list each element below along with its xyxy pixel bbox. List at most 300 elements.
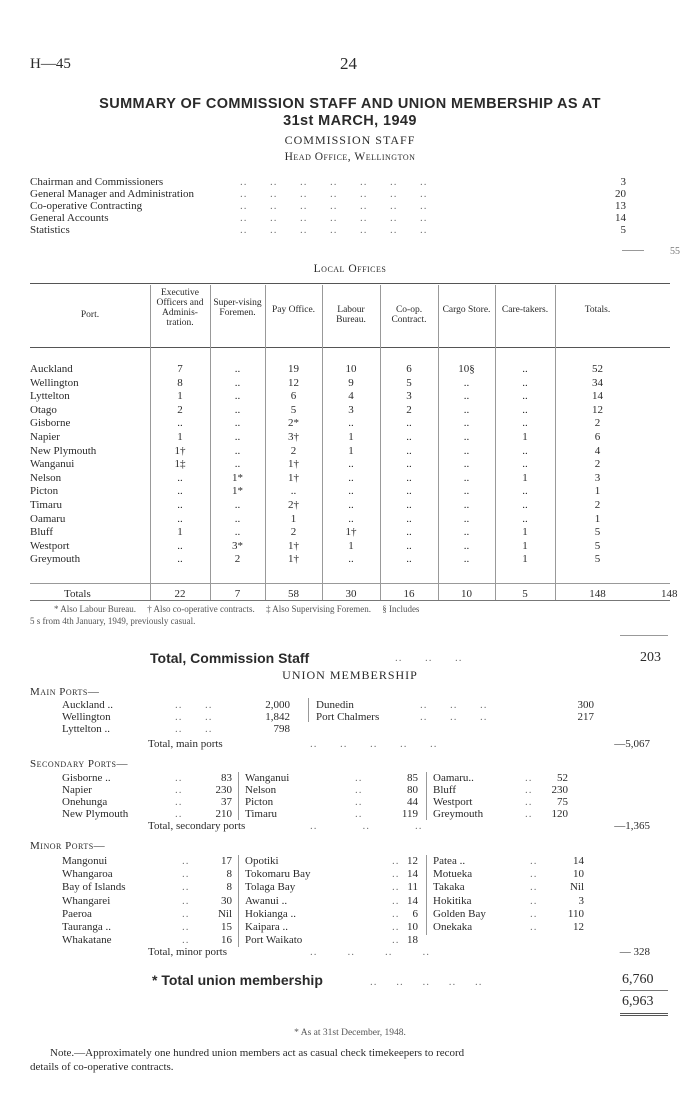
table-row <box>30 485 670 497</box>
dot-leader: .. <box>530 921 538 933</box>
column-rule <box>426 855 427 935</box>
port-name: Westport <box>433 796 473 808</box>
table-row <box>30 458 670 470</box>
head-office-row <box>30 188 670 200</box>
table-row <box>30 553 670 565</box>
secondary-ports-total-label: Total, secondary ports <box>148 820 246 832</box>
minor-ports-label: Minor Ports— <box>30 840 106 852</box>
table-cell: .. <box>463 471 470 484</box>
port-members: 14 <box>407 894 418 907</box>
table-cell: 1 <box>290 512 297 525</box>
table-cell: 12 <box>288 376 299 389</box>
final-sum-rule <box>620 990 668 991</box>
table-cell: .. <box>348 499 354 511</box>
table-cell: 14 <box>592 390 603 403</box>
dot-leader: .. <box>182 907 190 920</box>
port-members: 10 <box>407 921 418 933</box>
secondary-ports-total-value: —1,365 <box>614 820 650 832</box>
port-members: Nil <box>217 907 232 920</box>
dot-leader: .. .. .. .. .. .. .. <box>240 200 428 212</box>
port-name: Tolaga Bay <box>245 881 296 894</box>
port-name: Paeroa <box>62 907 92 920</box>
port-name: Greymouth <box>30 553 81 566</box>
dot-leader: .. <box>175 808 183 820</box>
port-members: 85 <box>407 772 418 784</box>
port-name: Patea .. <box>433 855 466 867</box>
port-name: Whangarei <box>62 894 111 907</box>
table-cell: 7 <box>177 363 183 375</box>
table-cell: 3 <box>348 403 354 416</box>
table-cell: 3† <box>288 431 299 443</box>
table-cell: 1 <box>522 553 528 566</box>
column-header: Labour Bureau. <box>336 305 366 325</box>
table-cell: 1† <box>174 444 186 457</box>
dot-leader: .. <box>525 796 533 808</box>
table-cell: 1 <box>594 512 601 525</box>
port-name: Wellington <box>62 711 111 723</box>
port-name: Napier <box>30 431 60 443</box>
table-cell: .. <box>406 499 412 511</box>
table-cell: .. <box>522 390 528 403</box>
port-members: 83 <box>221 772 232 784</box>
table-cell: 6 <box>290 390 297 403</box>
table-row <box>30 513 670 525</box>
dot-leader: .. .. .. .. .. .. .. <box>240 212 428 224</box>
table-cell: 5 <box>290 403 297 416</box>
port-members: 15 <box>221 921 232 933</box>
dot-leader: .. <box>525 808 533 820</box>
dot-leader: .. <box>530 868 538 881</box>
dot-leader: .. .. .. .. .. .. .. <box>240 224 428 236</box>
table-cell: .. <box>406 417 412 430</box>
dot-leader: .. <box>355 796 363 808</box>
port-name: Hokianga .. <box>245 907 297 920</box>
main-ports-total-label: Total, main ports <box>148 738 223 750</box>
table-cell: 52 <box>592 363 603 375</box>
table-cell: .. <box>522 363 528 375</box>
port-name: Awanui .. <box>245 894 288 907</box>
port-name: Gisborne <box>30 417 71 430</box>
dot-leader: .. <box>392 855 400 867</box>
final-double-rule <box>620 1013 668 1016</box>
port-members: 12 <box>407 855 418 867</box>
column-header: Super-vising Foremen. <box>213 298 262 318</box>
port-name: New Plymouth <box>62 808 129 820</box>
dot-leader: .. <box>530 907 538 920</box>
port-members: 12 <box>573 921 584 933</box>
table-cell: 2* <box>288 417 299 430</box>
dot-leader: .. .. .. .. .. <box>370 976 483 988</box>
dot-leader: .. .. <box>175 699 213 711</box>
table-cell: .. <box>463 526 470 539</box>
dot-leader: .. .. .. <box>420 699 488 711</box>
table-cell: 2 <box>234 553 241 566</box>
port-members: 3 <box>578 894 584 907</box>
dot-leader: .. <box>530 881 538 894</box>
table-cell: .. <box>463 390 470 403</box>
port-members: 16 <box>221 934 232 947</box>
table-cell: .. <box>406 512 412 525</box>
dot-leader: .. <box>175 772 183 784</box>
note-line-1: Note.—Approximately one hundred union members act as casual check timekeepers to record <box>50 1047 465 1059</box>
total-commission-staff-value: 203 <box>640 650 661 665</box>
port-members: 44 <box>407 796 418 808</box>
table-footnote-2: 5 s from 4th January, 1949, previously casual. <box>30 616 196 626</box>
port-members: 52 <box>557 772 568 784</box>
table-cell: .. <box>348 458 354 471</box>
port-name: Tauranga .. <box>62 921 112 933</box>
port-members: 8 <box>226 868 232 881</box>
port-name: Bay of Islands <box>62 881 126 894</box>
dot-leader: .. <box>525 784 533 796</box>
port-members: 1,842 <box>265 711 290 723</box>
dot-leader: .. .. .. <box>420 711 488 723</box>
totals-cell: 16 <box>403 588 415 600</box>
table-cell: .. <box>522 417 528 430</box>
table-cell: 1 <box>177 390 183 403</box>
table-row <box>30 472 670 484</box>
dot-leader: .. .. <box>175 711 213 723</box>
column-header: Cargo Store. <box>442 305 491 315</box>
table-row <box>30 526 670 538</box>
row-label: General Accounts <box>30 212 109 224</box>
port-members: 17 <box>221 855 232 867</box>
port-name: Oamaru <box>30 512 66 525</box>
minor-ports-total-label: Total, minor ports <box>148 946 227 958</box>
total-union-membership-label: * Total union membership <box>152 972 323 988</box>
table-cell: .. <box>348 553 354 566</box>
port-members: 14 <box>573 855 584 867</box>
table-cell: 2 <box>406 403 412 416</box>
port-members: 217 <box>577 711 594 723</box>
table-cell: 1 <box>177 431 183 443</box>
port-members: 18 <box>407 934 418 947</box>
table-cell: 1 <box>348 444 354 457</box>
table-cell: .. <box>406 526 412 539</box>
head-office-row <box>30 224 670 236</box>
dot-leader: .. <box>175 796 183 808</box>
port-name: Timaru <box>30 499 62 511</box>
column-header: Co-op. Contract. <box>391 305 427 325</box>
table-cell: 5 <box>594 539 601 552</box>
as-at-footnote: * As at 31st December, 1948. <box>294 1028 406 1038</box>
column-header: Executive Officers and Adminis-tration. <box>156 288 204 328</box>
table-cell: 1 <box>594 485 601 498</box>
minor-ports-total-value: — 328 <box>619 946 650 958</box>
port-members: Nil <box>569 881 584 894</box>
table-cell: .. <box>177 499 183 511</box>
table-footnote-1: * Also Labour Bureau. † Also co-operative contracts. ‡ Also Supervising Foremen. § Includes <box>54 604 420 614</box>
table-cell: .. <box>348 417 354 430</box>
dot-leader: .. .. .. .. .. <box>310 738 438 750</box>
port-name: Onehunga <box>62 796 108 808</box>
table-cell: .. <box>234 376 241 389</box>
row-value: 5 <box>620 224 626 236</box>
table-cell: 1 <box>348 539 354 552</box>
totals-label: Totals <box>64 588 91 600</box>
port-members: 75 <box>557 796 568 808</box>
port-name: Tokomaru Bay <box>245 868 311 881</box>
dot-leader: .. .. .. .. <box>310 946 430 958</box>
table-cell: 19 <box>288 363 299 375</box>
column-rule <box>238 772 239 820</box>
table-bottom-rule <box>30 600 670 601</box>
head-office-row <box>30 200 670 212</box>
staff-sum-rule <box>620 635 668 636</box>
table-cell: 1† <box>288 539 299 552</box>
port-name: Dunedin <box>316 699 354 711</box>
column-header: Totals. <box>584 305 611 315</box>
commission-staff-heading: COMMISSION STAFF <box>284 133 416 147</box>
port-members: 110 <box>567 907 584 920</box>
local-offices-heading: Local Offices <box>313 263 387 275</box>
table-cell: .. <box>463 403 470 416</box>
table-cell: 1† <box>288 471 299 484</box>
port-name: Napier <box>62 784 92 796</box>
title-line-1: SUMMARY OF COMMISSION STAFF AND UNION MEMBERSHIP AS AT <box>99 96 601 112</box>
table-cell: 1* <box>232 471 243 484</box>
table-row <box>30 404 670 416</box>
sum-rule <box>622 250 644 251</box>
note-line-2: details of co-operative contracts. <box>30 1061 174 1073</box>
row-value: 3 <box>620 176 626 188</box>
port-name: Nelson <box>245 784 277 796</box>
dot-leader: .. <box>392 894 400 907</box>
table-cell: .. <box>463 376 470 389</box>
table-cell: .. <box>348 485 354 498</box>
port-members: 798 <box>273 723 290 735</box>
table-cell: 1† <box>288 553 299 566</box>
table-cell: .. <box>522 499 528 511</box>
table-cell: 1 <box>177 526 183 539</box>
port-name: Oamaru.. <box>433 772 474 784</box>
totals-cell: 7 <box>234 588 241 600</box>
table-cell: 10§ <box>458 363 475 375</box>
table-cell: .. <box>177 471 183 484</box>
table-cell: .. <box>234 390 241 403</box>
port-name: Golden Bay <box>433 907 486 920</box>
port-members: 300 <box>577 699 594 711</box>
row-label: General Manager and Administration <box>30 188 195 200</box>
port-members: 37 <box>221 796 232 808</box>
secondary-ports-label: Secondary Ports— <box>30 758 128 770</box>
port-name: New Plymouth <box>30 444 97 457</box>
column-header: Port. <box>80 310 100 320</box>
port-name: Auckland .. <box>62 699 114 711</box>
table-cell: 1 <box>522 471 528 484</box>
table-header-rule <box>30 347 670 348</box>
table-cell: 4 <box>594 444 601 457</box>
row-label: Statistics <box>30 224 70 236</box>
head-office-row <box>30 212 670 224</box>
table-cell: .. <box>406 485 412 498</box>
table-row <box>30 377 670 389</box>
table-cell: 10 <box>345 363 357 375</box>
head-office-row <box>30 176 670 188</box>
totals-cell: 22 <box>174 588 186 600</box>
dot-leader: .. <box>182 868 190 881</box>
table-cell: .. <box>522 376 528 389</box>
column-rule <box>308 698 309 722</box>
table-cell: .. <box>234 512 241 525</box>
dot-leader: .. <box>392 921 400 933</box>
table-cell: 1 <box>522 431 528 443</box>
table-cell: .. <box>177 417 183 430</box>
table-cell: 3* <box>232 539 243 552</box>
port-members: 2,000 <box>265 699 290 711</box>
dot-leader: .. <box>530 855 538 867</box>
table-cell: .. <box>177 512 183 525</box>
port-name: Auckland <box>30 363 73 375</box>
table-cell: .. <box>463 485 470 498</box>
table-top-rule <box>30 283 670 284</box>
table-cell: .. <box>234 499 241 511</box>
table-cell: 3 <box>594 471 601 484</box>
totals-cell: 148 <box>589 588 606 600</box>
side-total: 148 <box>661 588 678 600</box>
port-members: 119 <box>401 808 418 820</box>
dot-leader: .. .. .. <box>395 652 463 664</box>
table-cell: .. <box>406 539 412 552</box>
table-totals-rule <box>30 583 670 584</box>
port-members: 14 <box>407 868 418 881</box>
table-cell: .. <box>463 431 470 443</box>
table-cell: .. <box>463 444 470 457</box>
column-rule <box>238 855 239 947</box>
table-cell: .. <box>406 431 412 443</box>
port-name: Opotiki <box>245 855 279 867</box>
port-name: Timaru <box>245 808 277 820</box>
dot-leader: .. .. .. .. .. .. .. <box>240 188 428 200</box>
dot-leader: .. <box>175 784 183 796</box>
row-label: Co-operative Contracting <box>30 200 143 212</box>
table-cell: 4 <box>348 390 354 403</box>
port-name: Onekaka <box>433 921 473 933</box>
table-cell: .. <box>522 485 528 498</box>
row-value: 13 <box>615 200 626 212</box>
port-name: Lyttelton <box>30 390 70 403</box>
dot-leader: .. .. .. .. .. .. .. <box>240 176 428 188</box>
table-row <box>30 445 670 457</box>
table-cell: .. <box>234 526 241 539</box>
port-name: Hokitika <box>433 894 472 907</box>
table-cell: .. <box>348 512 354 525</box>
table-cell: .. <box>463 539 470 552</box>
table-row <box>30 540 670 552</box>
table-cell: 34 <box>592 376 603 389</box>
port-members: 80 <box>407 784 418 796</box>
table-row <box>30 390 670 402</box>
table-cell: 1† <box>288 458 299 471</box>
dot-leader: .. <box>355 808 363 820</box>
main-ports-label: Main Ports— <box>30 686 100 698</box>
table-cell: 2 <box>290 444 297 457</box>
dot-leader: .. <box>355 772 363 784</box>
table-cell: 2 <box>594 417 601 430</box>
table-cell: 1‡ <box>174 458 186 471</box>
row-label: Chairman and Commissioners <box>30 176 164 188</box>
table-cell: .. <box>406 444 412 457</box>
port-members: 230 <box>215 784 232 796</box>
port-name: Lyttelton .. <box>62 723 110 735</box>
dot-leader: .. <box>182 881 190 894</box>
table-cell: .. <box>406 458 412 471</box>
table-cell: .. <box>234 444 241 457</box>
table-cell: 6 <box>406 363 412 375</box>
table-cell: .. <box>522 512 528 525</box>
table-cell: .. <box>234 458 241 471</box>
table-cell: 2 <box>594 499 601 511</box>
table-cell: 2† <box>288 499 299 511</box>
port-name: Bluff <box>433 784 457 796</box>
union-membership-heading: UNION MEMBERSHIP <box>282 668 418 682</box>
table-cell: 1 <box>522 526 528 539</box>
dot-leader: .. <box>355 784 363 796</box>
dot-leader: .. <box>182 934 190 947</box>
table-cell: 3 <box>406 390 412 403</box>
dot-leader: .. <box>182 855 190 867</box>
table-row <box>30 431 670 443</box>
row-value: 20 <box>615 188 626 200</box>
table-cell: 2 <box>290 526 297 539</box>
table-cell: .. <box>290 485 297 498</box>
table-cell: 1† <box>345 526 357 539</box>
totals-cell: 10 <box>461 588 472 600</box>
port-name: Wanganui <box>245 772 290 784</box>
table-cell: .. <box>522 403 528 416</box>
dot-leader: .. <box>392 907 400 920</box>
dot-leader: .. .. .. <box>310 820 423 832</box>
port-name: Whangaroa <box>62 868 113 881</box>
head-office-total: 55 <box>670 246 680 257</box>
total-commission-staff-label: Total, Commission Staff <box>150 650 310 666</box>
port-name: Westport <box>30 539 70 552</box>
port-members: 30 <box>221 894 232 907</box>
port-members: 230 <box>551 784 568 796</box>
table-cell: .. <box>177 485 183 498</box>
port-name: Gisborne .. <box>62 772 111 784</box>
table-cell: 12 <box>592 403 603 416</box>
port-members: 8 <box>226 881 232 894</box>
table-cell: .. <box>406 553 412 566</box>
final-total-value: 6,963 <box>622 994 654 1009</box>
port-name: Kaipara .. <box>245 921 289 933</box>
table-cell: 5 <box>594 553 601 566</box>
page-reference: H—45 <box>30 56 71 72</box>
dot-leader: .. <box>530 894 538 907</box>
table-cell: 1 <box>348 431 354 443</box>
totals-cell: 30 <box>345 588 357 600</box>
dot-leader: .. <box>392 868 400 881</box>
table-row <box>30 417 670 429</box>
table-row <box>30 363 670 375</box>
row-value: 14 <box>615 212 626 224</box>
port-name: Motueka <box>433 868 473 881</box>
port-name: Bluff <box>30 526 54 539</box>
table-cell: .. <box>234 417 241 430</box>
table-cell: .. <box>177 553 183 566</box>
table-cell: .. <box>463 553 470 566</box>
table-cell: 9 <box>348 376 354 389</box>
port-name: Greymouth <box>433 808 484 820</box>
port-name: Port Chalmers <box>316 711 380 723</box>
port-name: Picton <box>30 485 59 498</box>
totals-cell: 58 <box>288 588 299 600</box>
port-name: Wanganui <box>30 458 75 471</box>
title-line-2: 31st MARCH, 1949 <box>283 113 417 129</box>
table-cell: .. <box>463 512 470 525</box>
port-members: 120 <box>551 808 568 820</box>
